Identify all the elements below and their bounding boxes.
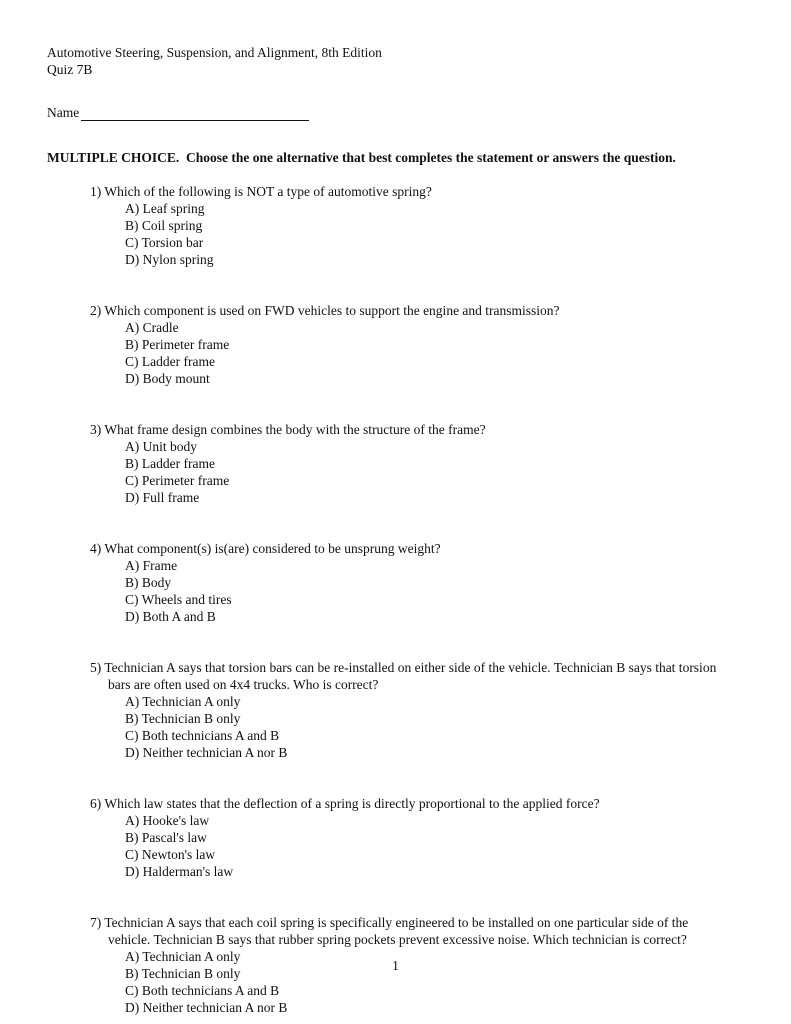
question xyxy=(90,659,733,761)
choice: A) Frame xyxy=(125,558,178,573)
choice: D) Nylon spring xyxy=(125,252,214,267)
question xyxy=(90,421,733,506)
question xyxy=(90,302,733,387)
question-list xyxy=(90,183,733,1016)
page-number: 1 xyxy=(392,958,399,973)
choice: D) Body mount xyxy=(125,371,210,386)
choice-list xyxy=(90,438,733,506)
choice: A) Unit body xyxy=(125,439,197,454)
question-text: 2) Which component is used on FWD vehicles to support the engine and transmission? xyxy=(90,303,560,318)
choice: D) Halderman's law xyxy=(125,864,234,879)
choice: B) Coil spring xyxy=(125,218,203,233)
choice: A) Hooke's law xyxy=(125,813,210,828)
question xyxy=(90,183,733,268)
choice-list xyxy=(90,693,733,761)
choice: A) Technician A only xyxy=(125,694,241,709)
question-text: 1) Which of the following is NOT a type of automotive spring? xyxy=(90,184,432,199)
name-label: Name xyxy=(47,105,80,120)
question-text: 3) What frame design combines the body with the structure of the frame? xyxy=(90,422,486,437)
choice: B) Technician B only xyxy=(125,711,241,726)
choice-list xyxy=(90,319,733,387)
choice: D) Neither technician A nor B xyxy=(125,745,288,760)
choice: D) Full frame xyxy=(125,490,200,505)
choice: A) Cradle xyxy=(125,320,179,335)
quiz-number: Quiz 7B xyxy=(47,62,93,77)
choice: B) Perimeter frame xyxy=(125,337,230,352)
question-text: 6) Which law states that the deflection of a spring is directly proportional to the applied force? xyxy=(90,796,600,811)
question xyxy=(90,540,733,625)
name-blank-line xyxy=(81,106,309,121)
question-text: 4) What component(s) is(are) considered to be unsprung weight? xyxy=(90,541,441,556)
choice: C) Both technicians A and B xyxy=(125,983,280,998)
choice: C) Ladder frame xyxy=(125,354,215,369)
choice: C) Both technicians A and B xyxy=(125,728,280,743)
choice: A) Technician A only xyxy=(125,949,241,964)
choice: A) Leaf spring xyxy=(125,201,205,216)
question-text: 7) Technician A says that each coil spring is specifically engineered to be installed on one particular side of the vehicle. Technician B says that rubber spring pockets prevent excessive noise. Which technician is correct? xyxy=(90,915,689,947)
instructions: MULTIPLE CHOICE. Choose the one alternative that best completes the statement or answers the question. xyxy=(47,150,676,165)
choice-list xyxy=(90,557,733,625)
choice-list xyxy=(90,200,733,268)
choice: C) Wheels and tires xyxy=(125,592,232,607)
choice: C) Perimeter frame xyxy=(125,473,230,488)
choice: B) Ladder frame xyxy=(125,456,215,471)
choice: D) Neither technician A nor B xyxy=(125,1000,288,1015)
choice: B) Technician B only xyxy=(125,966,241,981)
choice: D) Both A and B xyxy=(125,609,216,624)
question-text: 5) Technician A says that torsion bars can be re-installed on either side of the vehicle. Technician B says that torsion bars are often used on 4x4 trucks. Who is correct? xyxy=(90,660,717,692)
document-title: Automotive Steering, Suspension, and Alignment, 8th Edition xyxy=(47,45,382,60)
choice: C) Torsion bar xyxy=(125,235,204,250)
name-row xyxy=(47,104,743,121)
choice: B) Body xyxy=(125,575,172,590)
choice: C) Newton's law xyxy=(125,847,216,862)
choice: B) Pascal's law xyxy=(125,830,207,845)
question xyxy=(90,795,733,880)
choice-list xyxy=(90,812,733,880)
page-footer xyxy=(0,957,791,974)
